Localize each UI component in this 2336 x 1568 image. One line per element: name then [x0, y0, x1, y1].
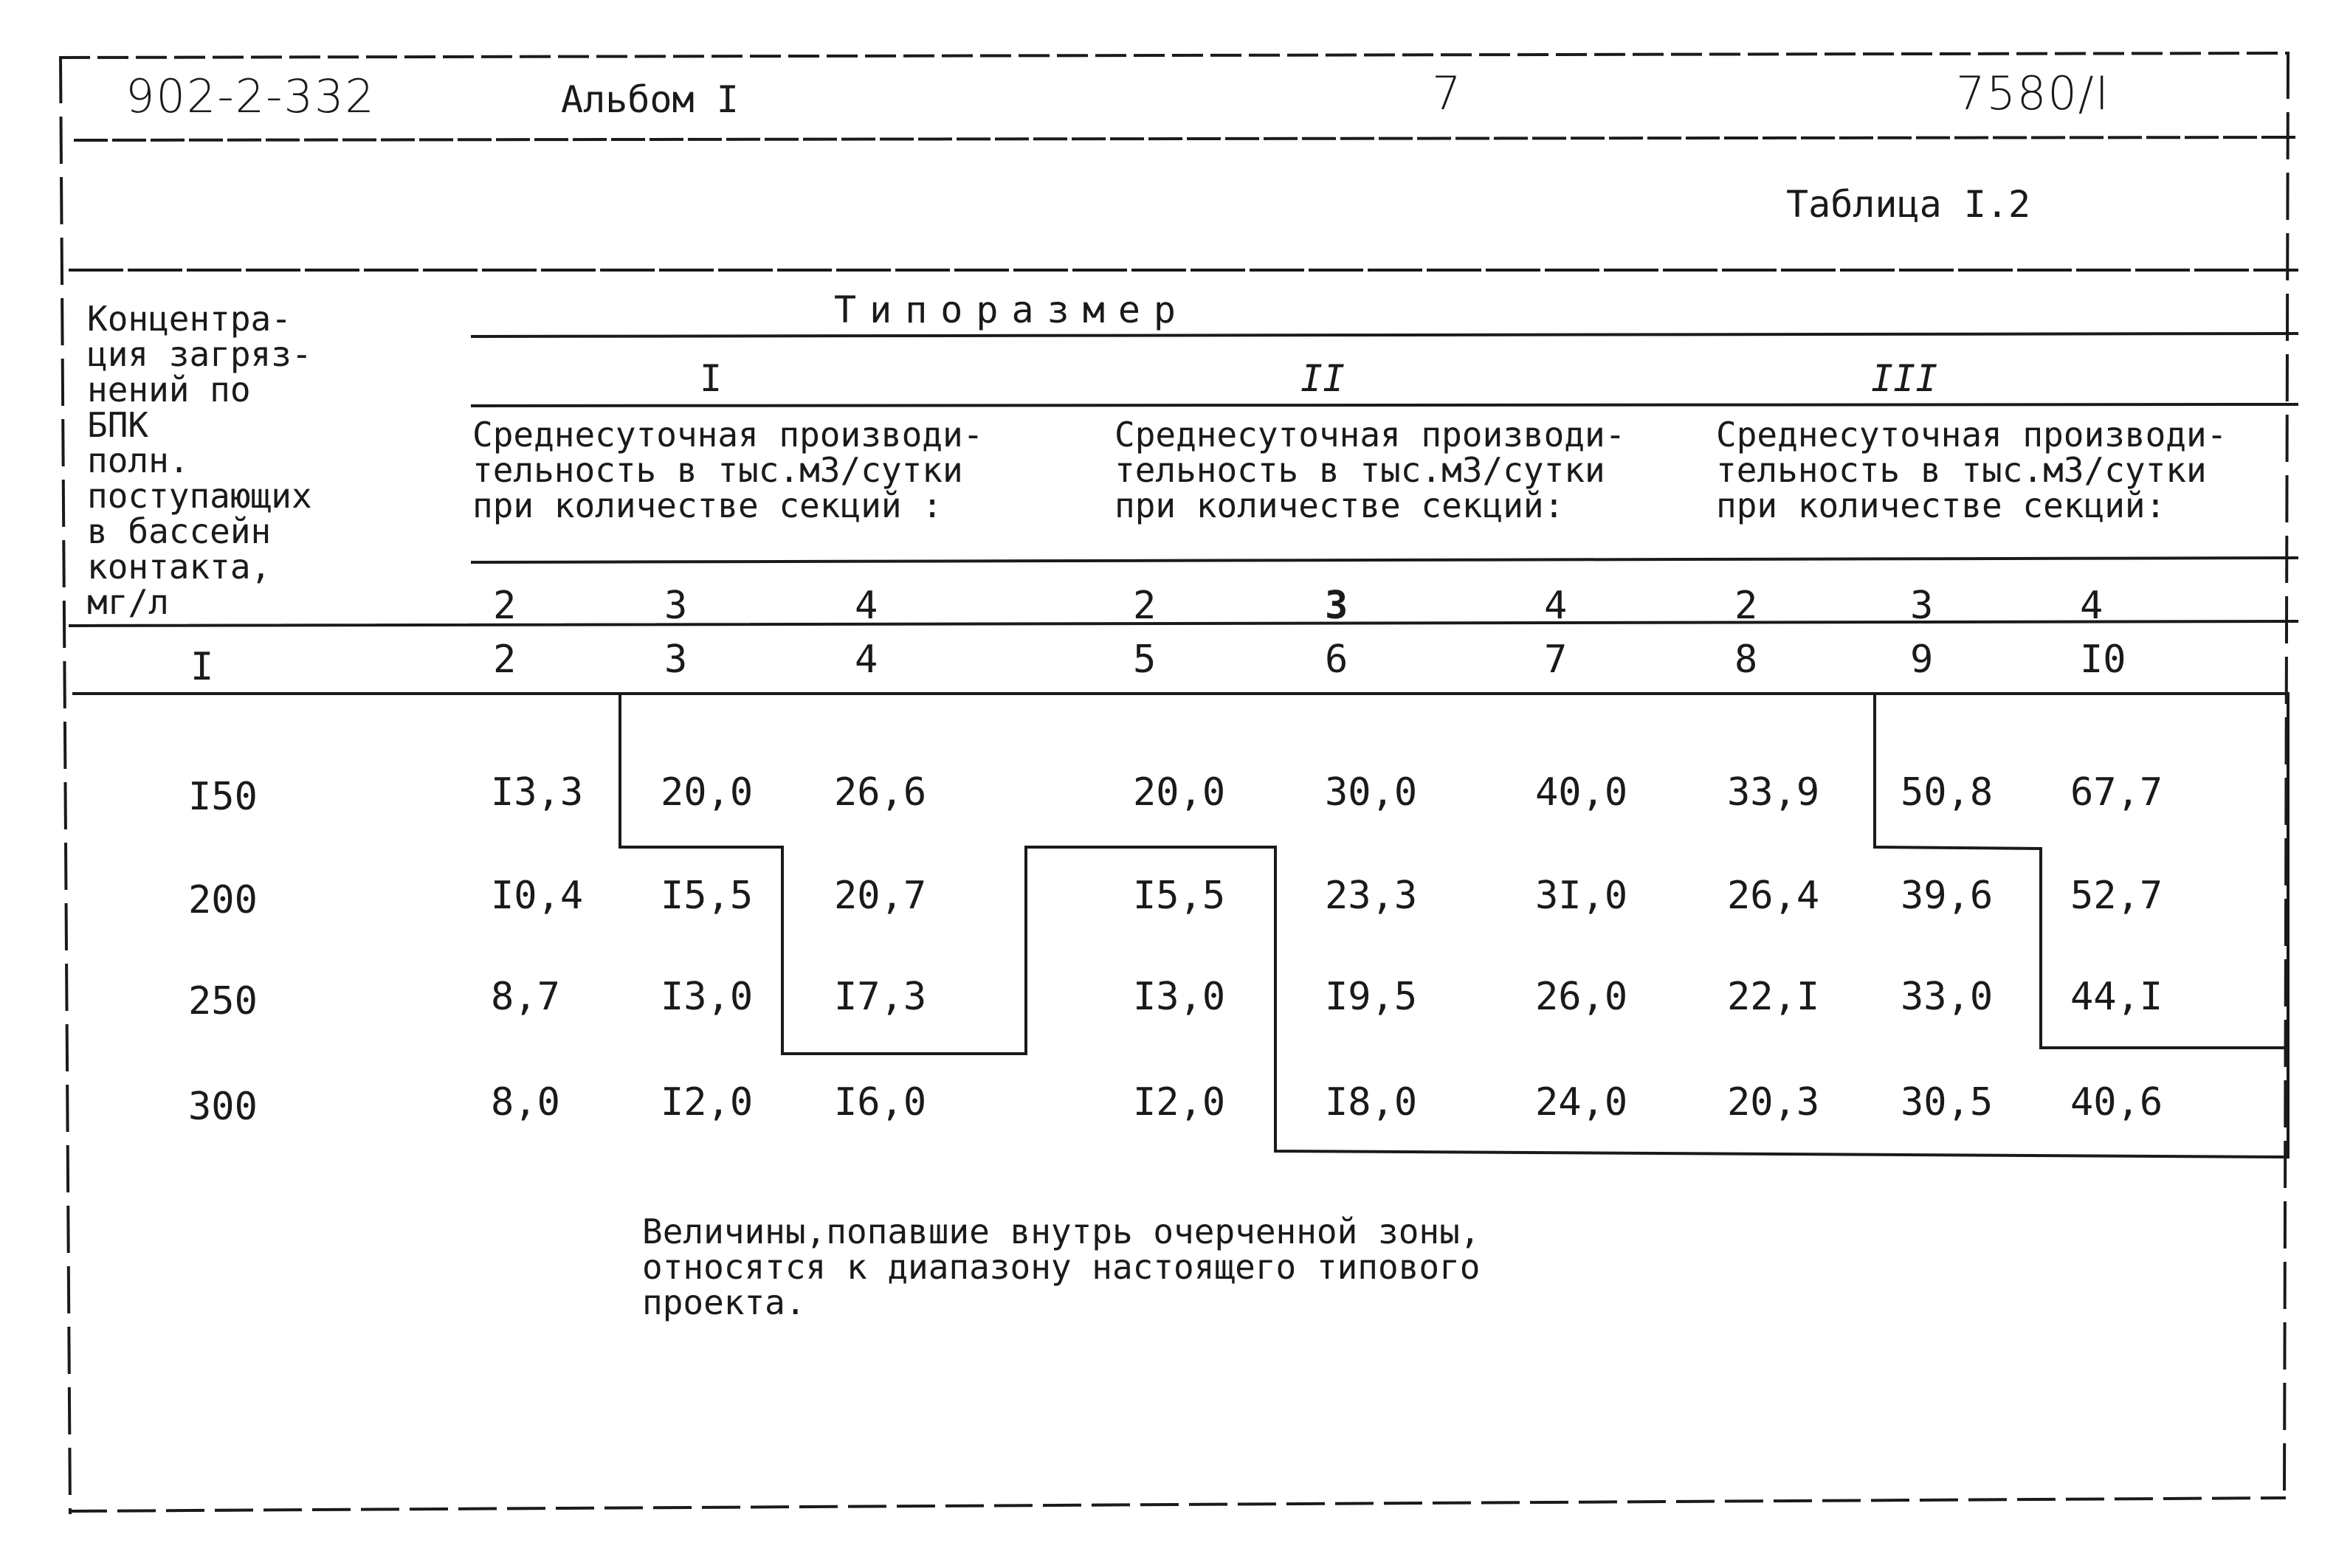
- productivity-cell: I3,3: [491, 770, 584, 815]
- frame-bottom: [70, 1498, 2284, 1511]
- sections-count: 3: [664, 584, 688, 628]
- sections-count: 3: [1325, 584, 1348, 628]
- header-rule: [75, 137, 2295, 140]
- column-number: 9: [1910, 638, 1934, 682]
- concentration-cell: I50: [188, 775, 258, 819]
- column-number: 2: [493, 638, 517, 682]
- productivity-cell: 40,0: [1535, 770, 1628, 815]
- inventory-number: 7580/I: [1956, 66, 2110, 120]
- productivity-cell: 26,0: [1535, 975, 1628, 1019]
- productivity-cell: 20,0: [1133, 770, 1226, 815]
- sections-count: 2: [1133, 584, 1157, 628]
- sections-count: 3: [1910, 584, 1934, 628]
- column-number: 5: [1133, 638, 1157, 682]
- doc-number: 902-2-332: [125, 69, 376, 123]
- column-number: 8: [1734, 638, 1758, 682]
- productivity-cell: 67,7: [2070, 770, 2163, 815]
- productivity-cell: I9,5: [1325, 975, 1418, 1019]
- productivity-cell: I2,0: [1133, 1080, 1226, 1125]
- productivity-cell: 26,6: [834, 770, 927, 815]
- description-rule: [472, 558, 2297, 562]
- typesize-label-2: II: [1300, 357, 1346, 400]
- productivity-cell: 20,3: [1727, 1080, 1820, 1125]
- productivity-cell: 33,9: [1727, 770, 1820, 815]
- productivity-cell: 30,5: [1901, 1080, 1994, 1125]
- page-number: 7: [1432, 66, 1463, 120]
- typesize-label-rule: [472, 404, 2297, 406]
- column-number: 7: [1544, 638, 1568, 682]
- sections-count: 4: [1544, 584, 1568, 628]
- sections-count: 2: [493, 584, 517, 628]
- column-number: 6: [1325, 638, 1348, 682]
- column-number: I0: [2080, 638, 2126, 682]
- productivity-cell: I2,0: [661, 1080, 754, 1125]
- productivity-cell: 8,7: [491, 975, 560, 1019]
- productivity-cell: 3I,0: [1535, 874, 1628, 918]
- column-number: 3: [664, 638, 688, 682]
- sections-count: 4: [2080, 584, 2104, 628]
- concentration-cell: 250: [188, 979, 258, 1023]
- productivity-cell: 20,0: [661, 770, 754, 815]
- album-label: Альбом I: [561, 78, 739, 121]
- productivity-cell: 20,7: [834, 874, 927, 918]
- productivity-cell: I8,0: [1325, 1080, 1418, 1125]
- productivity-cell: 39,6: [1901, 874, 1994, 918]
- column-number: I: [190, 645, 214, 689]
- group-title: Типоразмер: [834, 289, 1190, 331]
- frame-left: [61, 58, 70, 1513]
- productivity-cell: 23,3: [1325, 874, 1418, 918]
- row-header-label: Концентра- ция загряз- нений по БПК полн. поступающих в бассейн контакта, мг/л: [87, 299, 312, 622]
- productivity-cell: 40,6: [2070, 1080, 2163, 1125]
- frame-top: [61, 53, 2288, 58]
- typesize-description-1: Среднесуточная производи- тельность в тыс.м3/сутки при количестве секций :: [472, 415, 984, 525]
- sections-count: 4: [855, 584, 878, 628]
- productivity-cell: 22,I: [1727, 975, 1820, 1019]
- typesize-description-2: Среднесуточная производи- тельность в тыс.м3/сутки при количестве секций:: [1114, 415, 1626, 525]
- footnote: Величины,попавшие внутрь очерченной зоны, относятся к диапазону настоящего типового проекта.: [642, 1212, 1481, 1322]
- productivity-cell: I7,3: [834, 975, 927, 1019]
- productivity-cell: 44,I: [2070, 975, 2163, 1019]
- productivity-cell: 26,4: [1727, 874, 1820, 918]
- concentration-cell: 300: [188, 1085, 258, 1129]
- productivity-cell: 52,7: [2070, 874, 2163, 918]
- productivity-cell: I0,4: [491, 874, 584, 918]
- concentration-cell: 200: [188, 878, 258, 922]
- productivity-cell: I5,5: [1133, 874, 1226, 918]
- column-number: 4: [855, 638, 878, 682]
- typesize-label-1: I: [700, 357, 723, 400]
- productivity-cell: 33,0: [1901, 975, 1994, 1019]
- group-title-rule: [472, 334, 2297, 336]
- productivity-cell: 30,0: [1325, 770, 1418, 815]
- productivity-cell: 50,8: [1901, 770, 1994, 815]
- sections-count: 2: [1734, 584, 1758, 628]
- typesize-label-3: III: [1871, 357, 1938, 400]
- productivity-cell: 8,0: [491, 1080, 560, 1125]
- productivity-cell: I3,0: [661, 975, 754, 1019]
- productivity-cell: I6,0: [834, 1080, 927, 1125]
- productivity-cell: I5,5: [661, 874, 754, 918]
- typesize-description-3: Среднесуточная производи- тельность в тыс.м3/сутки при количестве секций:: [1716, 415, 2228, 525]
- productivity-cell: I3,0: [1133, 975, 1226, 1019]
- table-title: Таблица I.2: [1786, 183, 2031, 226]
- sections-rule: [70, 621, 2297, 626]
- productivity-cell: 24,0: [1535, 1080, 1628, 1125]
